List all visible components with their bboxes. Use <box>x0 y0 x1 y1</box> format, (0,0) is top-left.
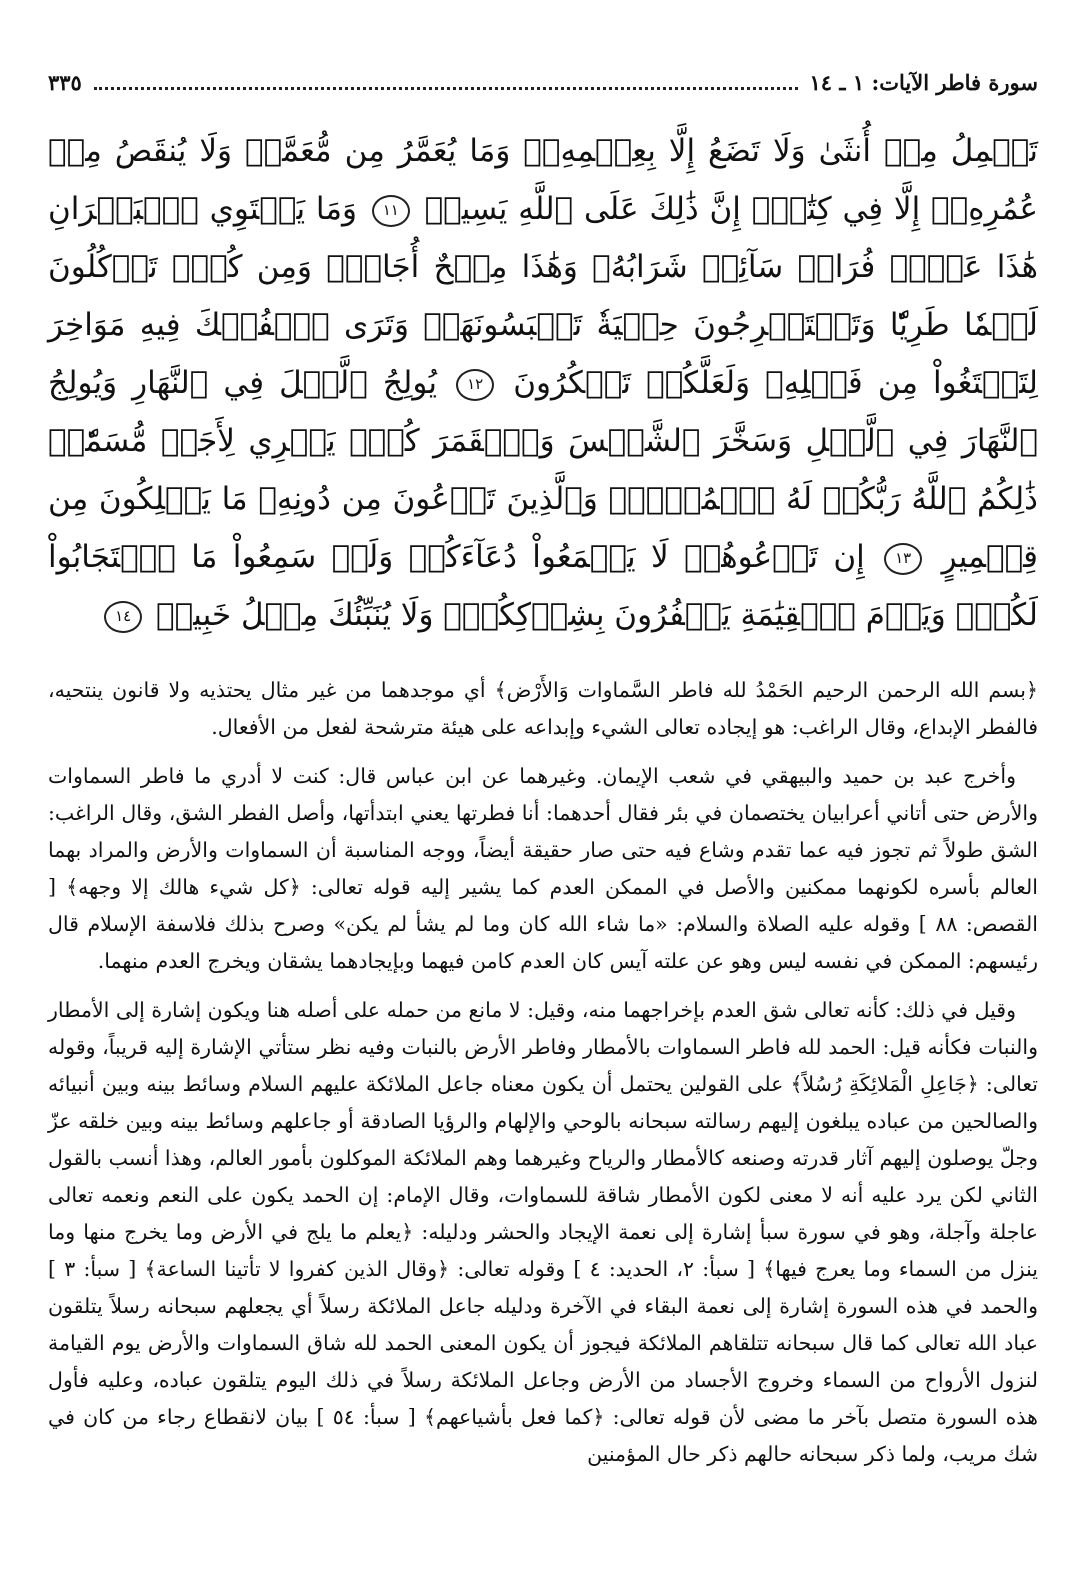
commentary-paragraph: وأخرج عبد بن حميد والبيهقي في شعب الإيمان. وغيرهما عن ابن عباس قال: كنت لا أدري ما فاطر السماوات والأرض حتى أتاني أعرابيان يختصمان في بئر فقال أحدهما: أنا فطرتها يعني ابتدأتها، وأصل الفطر الشق، وقال الراغب: الشق طولاً ثم تجوز فيه عما تقدم وشاع فيه حتى صار حقيقة أيضاً، ووجه المناسبة أن السماوات والأرض والمراد بهما العالم بأسره لكونهما ممكنين والأصل في الممكن العدم كما يشير إليه قوله تعالى: ﴿كل شيء هالك إلا وجهه﴾ [ القصص: ٨٨ ] وقوله عليه الصلاة والسلام: «ما شاء الله كان وما لم يشأ لم يكن» وصرح بذلك فلاسفة الإسلام قال رئيسهم: الممكن في نفسه ليس وهو عن علته آيس كان العدم كامن فيهما وبإيجادهما يشقان ويخرج العدم منهما. <box>48 764 1038 973</box>
verse-number-13: ١٣ <box>884 543 922 575</box>
quran-verses <box>48 122 1038 644</box>
page-number: ٣٣٥ <box>48 70 82 95</box>
verse-number-11: ١١ <box>372 195 410 227</box>
page <box>48 70 1038 1485</box>
verse-14-text: إِن تَدۡعُوهُمۡ لَا يَسۡمَعُواْ دُعَآءَكُمۡ وَلَوۡ سَمِعُواْ مَا ٱسۡتَجَابُواْ لَكُمۡۖ وَيَوۡمَ ٱلۡقِيَٰمَةِ يَكۡفُرُونَ بِشِرۡكِكُمۡۚ وَلَا يُنَبِّئُكَ مِثۡلُ خَبِيرٖ <box>48 539 1038 633</box>
verse-11-text: تَحۡمِلُ مِنۡ أُنثَىٰ وَلَا تَضَعُ إِلَّا بِعِلۡمِهِۦۚ وَمَا يُعَمَّرُ مِن مُّعَمَّرٖ وَلَا يُنقَصُ مِنۡ عُمُرِهِۦٓ إِلَّا فِي كِتَٰبٍۚ إِنَّ ذَٰلِكَ عَلَى ٱللَّهِ يَسِيرٞ <box>48 133 1038 227</box>
verse-number-14: ١٤ <box>104 601 142 633</box>
leader-dots <box>94 71 798 90</box>
verse-number-12: ١٢ <box>456 369 494 401</box>
surah-title: سورة فاطر الآيات: ١ ـ ١٤ <box>809 70 1038 95</box>
tafsir-commentary <box>48 672 1038 1473</box>
commentary-paragraph: ﴿بسم الله الرحمن الرحيم الحَمْدُ لله فاطر السَّماوات وَالأَرْض﴾ أي موجدهما من غير مثال يحتذيه ولا قانون ينتحيه، فالفطر الإبداع، وقال الراغب: هو إيجاده تعالى الشيء وإبداعه على هيئة مترشحة لفعل من الأفعال. <box>48 678 1038 739</box>
running-header <box>48 70 1038 110</box>
verse-12-text: وَمَا يَسۡتَوِي ٱلۡبَحۡرَانِ هَٰذَا عَذۡبٞ فُرَاتٞ سَآئِغٞ شَرَابُهُۥ وَهَٰذَا مِلۡحٌ أُجَاجٞۖ وَمِن كُلّٖ تَأۡكُلُونَ لَحۡمٗا طَرِيّٗا وَتَسۡتَخۡرِجُونَ حِلۡيَةٗ تَلۡبَسُونَهَاۖ وَتَرَى ٱلۡفُلۡكَ فِيهِ مَوَاخِرَ لِتَبۡتَغُواْ مِن فَضۡلِهِۦ وَلَعَلَّكُمۡ تَشۡكُرُونَ <box>48 191 1038 401</box>
commentary-paragraph: وقيل في ذلك: كأنه تعالى شق العدم بإخراجهما منه، وقيل: لا مانع من حمله على أصله هنا ويكون إشارة إلى الأمطار والنبات فكأنه قيل: الحمد لله فاطر السماوات بالأمطار وفاطر الأرض بالنبات وفيه نظر ستأتي الإشارة إليه قريباً، وقوله تعالى: ﴿جَاعِلِ الْمَلائِكَةِ رُسُلاً﴾ على القولين يحتمل أن يكون معناه جاعل الملائكة عليهم السلام وسائط بينه وبين أنبيائه والصالحين من عباده يبلغون إليهم رسالته سبحانه بالوحي والإلهام والرؤيا الصادقة أو جاعلهم وسائط بينه وبين خلقه عزّ وجلّ يوصلون إليهم آثار قدرته وصنعه كالأمطار والرياح وغيرهما وهم الملائكة الموكلون بأمور العالم، وهذا أنسب بالقول الثاني لكن يرد عليه أنه لا معنى لكون الأمطار شاقة للسماوات، وقال الإمام: إن الحمد يكون على النعم ونعمه تعالى عاجلة وآجلة، وهو في سورة سبأ إشارة إلى نعمة الإيجاد والحشر ودليله: ﴿يعلم ما يلج في الأرض وما يخرج منها وما ينزل من السماء وما يعرج فيها﴾ [ سبأ: ٢، الحديد: ٤ ] وقوله تعالى: ﴿وقال الذين كفروا لا تأتينا الساعة﴾ [ سبأ: ٣ ] والحمد في هذه السورة إشارة إلى نعمة البقاء في الآخرة ودليله جاعل الملائكة رسلاً أي يجعلهم سبحانه رسلاً يتلقون عباد الله تعالى كما قال سبحانه تتلقاهم الملائكة فيجوز أن يكون المعنى الحمد لله شاق السماوات والأرض يوم القيامة لنزول الأرواح من السماء وخروج الأجساد من الأرض وجاعل الملائكة رسلاً في ذلك اليوم يتلقون عباده، وعليه فأول هذه السورة متصل بآخر ما مضى لأن قوله تعالى: ﴿كما فعل بأشياعهم﴾ [ سبأ: ٥٤ ] بيان لانقطاع رجاء من كان في شك مريب، ولما ذكر سبحانه حالهم ذكر حال المؤمنين <box>48 998 1038 1466</box>
verse-13-text: يُولِجُ ٱلَّيۡلَ فِي ٱلنَّهَارِ وَيُولِجُ ٱلنَّهَارَ فِي ٱلَّيۡلِ وَسَخَّرَ ٱلشَّمۡسَ وَٱلۡقَمَرَ كُلّٞ يَجۡرِي لِأَجَلٖ مُّسَمّٗىۚ ذَٰلِكُمُ ٱللَّهُ رَبُّكُمۡ لَهُ ٱلۡمُلۡكُۚ وَٱلَّذِينَ تَدۡعُونَ مِن دُونِهِۦ مَا يَمۡلِكُونَ مِن قِطۡمِيرٍ <box>48 365 1038 575</box>
